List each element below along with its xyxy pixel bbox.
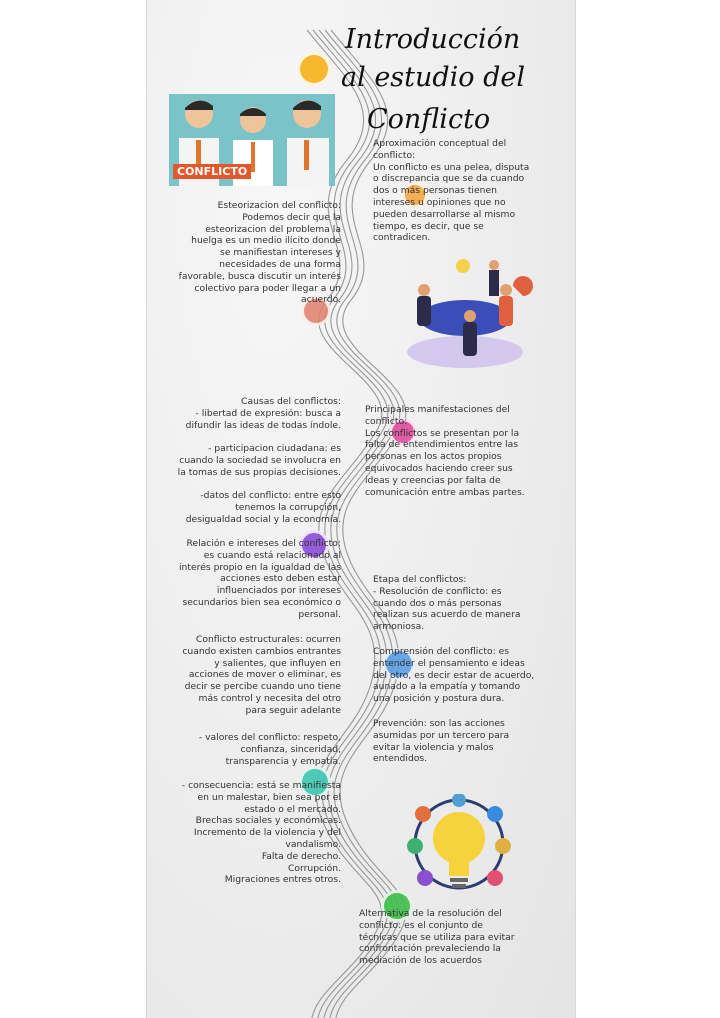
team-meeting-icon: [403, 256, 533, 376]
conflicto-estructurales-text: Conflicto estructurales: ocurren cuando existen cambios entrantes y salientes, que influyen en acciones de mover o eliminar, es decir se percibe cuando uno tiene más control y necesita del otro para seguir adelante: [182, 634, 341, 716]
alternativa-text: Alternativa de la resolución del conflicto: es el conjunto de técnicas que se utiliza para evitar confrontación prevaleciendo la mediación de los acuerdos: [359, 908, 515, 967]
etapa-text: Etapa del conflictos: - Resolución de conflicto: es cuando dos o más personas realizan sus acuerdo de manera armoniosa.: [373, 574, 521, 633]
timeline-dot-yellow: [297, 52, 331, 86]
page-title-line-1: Introducción: [345, 24, 521, 55]
consecuencia-text: - consecuencia: está se manifiesta en un malestar, bien sea por el estado o el mercado. Brechas sociales y económicas. Incremento de la violencia y del vandalismo. Falta de derecho. Corrupción. Migraciones entres otros.: [181, 780, 341, 886]
causas-text: Causas del conflictos: - libertad de expresión: busca a difundir las ideas de todas índole. - participacion ciudadana: es cuando la sociedad se involucra en la tomas de sus propias decisiones. -datos del conflicto: entre esto tenemos la corrupción, desigualdad social y la economía.: [177, 396, 341, 525]
manifestaciones-text: Principales manifestaciones del conflicto: Los conflictos se presentan por la falta de entendimientos entre las personas en los actos propios equivocados haciendo creer sus ideas y creencias por falta de comunicación entre ambas partes.: [365, 404, 525, 498]
valores-text: - valores del conflicto: respeto, confianza, sinceridad, transparencia y empatía.: [198, 732, 341, 767]
relacion-intereses-text: Relación e intereses del conflicto: es cuando está relacionado al interés propio en la igualdad de las acciones esto deben estar influenciados por intereses secundarios bien sea económico o personal.: [179, 538, 341, 620]
infographic-sheet: [146, 0, 576, 1018]
aproximacion-conceptual-text: Aproximación conceptual del conflicto: Un conflicto es una pelea, disputa o discrepancia que se da cuando dos o más personas tienen intereses u opiniones que no pueden desarrollarse al mismo tiempo, es decir, que se contradicen.: [373, 138, 530, 244]
comprension-text: Comprensión del conflicto: es entender el pensamiento e ideas del otro, es decir estar de acuerdo, aunado a la empatía y tomando una posición y postura dura.: [373, 646, 535, 705]
conflicto-banner: CONFLICTO: [173, 164, 251, 179]
conflict-illustration: [169, 94, 335, 186]
lightbulb-illustration: [403, 794, 515, 898]
meeting-illustration: [403, 256, 533, 376]
page-title-line-2: al estudio del: [341, 62, 526, 93]
idea-lightbulb-icon: [403, 794, 515, 898]
prevencion-text: Prevención: son las acciones asumidas por un tercero para evitar la violencia y malos entendidos.: [373, 718, 510, 765]
esteorizacion-text: Esteorizacion del conflicto: Podemos decir que la esteorizacion del problema la huelga es un medio ilícito donde se manifiestan intereses y necesidades de una forma favorable, busca discutir un interés colectivo para poder llegar a un acuerdo.: [178, 200, 341, 306]
page-title-line-3: Conflicto: [367, 104, 491, 135]
